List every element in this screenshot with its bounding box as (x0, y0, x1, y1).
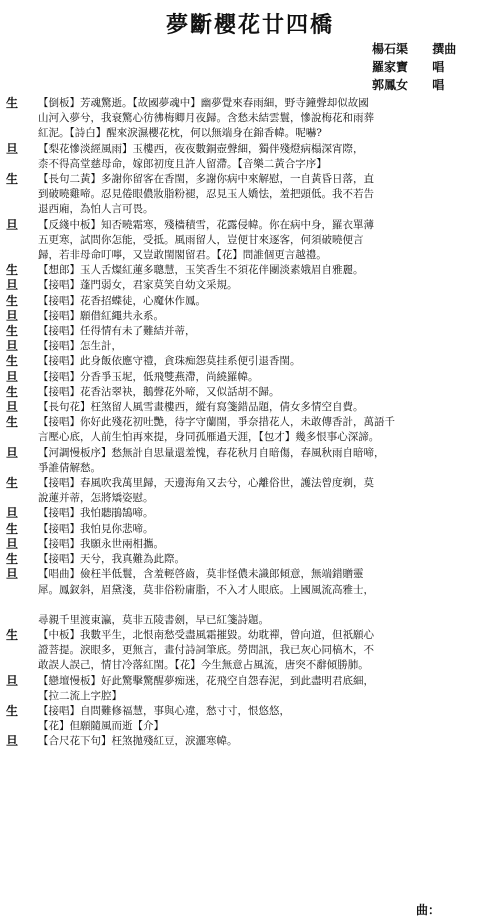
libretto-line (4, 506, 494, 521)
libretto-line (4, 157, 494, 172)
role-marker: 旦 (6, 734, 19, 749)
role-marker: 生 (6, 384, 19, 399)
line-text: 【反綫中板】知否曉霜寒，殘檣積雪，花露侵幃。你在病中身，羅衣單薄 (38, 218, 374, 231)
role-marker: 旦 (6, 506, 19, 521)
libretto-line (4, 522, 494, 537)
line-text: 【接唱】花香招蝶徒，心魔休作鳳。 (38, 294, 206, 307)
libretto-line (4, 476, 494, 491)
libretto-line (4, 309, 494, 324)
line-text: 言壓心底，人前生怕再來提，身同孤雁過天涯，【包才】幾多恨事心深諦。 (38, 431, 380, 444)
line-text: 【接唱】天兮，我真難為此際。 (38, 553, 185, 566)
line-text: 山河入夢兮，我衰驚心彷彿梅卿月夜歸。含愁未結雲鬟，慘說梅花和雨葬 (38, 112, 374, 125)
line-text: 【想郎】玉人舌燦紅蓮多聰慧，玉笑香生不須花伴團淡素娥眉自雅麗。 (38, 264, 364, 277)
libretto-line (4, 96, 494, 111)
libretto-body (4, 96, 494, 750)
role-marker: 生 (6, 96, 19, 110)
libretto-line (4, 202, 494, 217)
line-text: 【接唱】春風吹我萬里歸，天邊海角又去兮，心離俗世，護法曾度剃，莫 (38, 477, 374, 490)
role-marker: 生 (6, 627, 19, 642)
line-text: 【接唱】怎生計， (38, 340, 122, 353)
credit-row (372, 76, 492, 94)
libretto-line (4, 552, 494, 567)
line-text: 【戀壇慢板】好此驚擊驚醒夢痴迷，花飛空自怨春泥，到此盡明君底細， (38, 674, 374, 687)
libretto-line (4, 583, 494, 598)
footer-label: 曲： (415, 903, 440, 917)
libretto-line (4, 537, 494, 552)
libretto-line (4, 172, 494, 187)
line-text: 【接唱】蓬門弱女，君家莫笑自幼文采規。 (38, 279, 238, 292)
libretto-line (4, 187, 494, 202)
libretto-line (4, 233, 494, 248)
libretto-line (4, 446, 494, 461)
role-marker: 旦 (6, 339, 19, 354)
line-text: 敢誤人誤己，情甘冷落紅閨。【花】今生無意占風流，唐突不辭傾勝肺。 (38, 659, 369, 672)
libretto-line (4, 370, 494, 385)
role-marker: 旦 (6, 673, 19, 688)
role-marker: 生 (6, 324, 19, 339)
role-marker: 旦 (6, 567, 19, 582)
line-text: 到破曉雞啼。忍見倦眼儂妝脂粉褪，忍見玉人嬌怯，羞把頭低。我不若告 (38, 188, 374, 201)
line-text: 【接唱】你好此殘花初吐艷，待字守蘭閨，爭奈措花人，未敢傳香計，萬語千 (38, 416, 395, 429)
libretto-line (4, 263, 494, 278)
line-text: 【梨花慘淡經風雨】玉樓西，夜夜數銅壺聲細，獨伴殘燈病榻深宵際， (38, 142, 364, 155)
line-text: 退西廂，為怕人言可畏。 (38, 203, 154, 216)
line-text: 說蓮并蒂，怎將矯姿慰。 (38, 492, 154, 505)
libretto-line (4, 643, 494, 658)
credit-role: 唱 (432, 78, 445, 92)
libretto-line (4, 628, 494, 643)
credit-role: 撰曲 (432, 42, 457, 56)
credits-block (372, 40, 492, 94)
role-marker: 旦 (6, 308, 19, 323)
role-marker: 生 (6, 354, 19, 369)
line-text: 【接唱】自問難修福慧，事與心違，愁寸寸，恨悠悠， (38, 704, 290, 717)
line-text: 【拉二流上字腔】 (38, 689, 122, 702)
line-text: 【接唱】願借紅繩共永系。 (38, 309, 164, 322)
role-marker: 生 (6, 552, 19, 567)
credit-role: 唱 (432, 60, 445, 74)
libretto-line (4, 689, 494, 704)
role-marker: 生 (6, 263, 19, 278)
role-marker: 旦 (6, 278, 19, 293)
line-text: 爭誰倩解愁。 (38, 461, 101, 474)
libretto-line (4, 324, 494, 339)
line-text: 柰不得高堂慈母命，嫁郎初度且許人留滯。【音樂二黃合字序】 (38, 157, 327, 170)
libretto-line (4, 111, 494, 126)
libretto-line (4, 218, 494, 233)
role-marker: 生 (6, 415, 19, 430)
line-text: 【中板】我數平生，北恨南愁受盡風霜摧毀。幼耽禪，曾向道，但祇願心 (38, 628, 374, 641)
line-text: 【花】但願隨風而逝【介】 (38, 720, 164, 733)
libretto-line (4, 613, 494, 628)
role-marker: 生 (6, 476, 19, 491)
line-text: 【接唱】花香沾翠袂，鵝聲花外啼，又似話胡不歸。 (38, 385, 280, 398)
role-marker: 旦 (6, 445, 19, 460)
line-text: 五更寒，試問你怎能，受抵。風雨留人，豈便甘來逐客，何須破曉便言 (38, 233, 364, 246)
libretto-line (4, 430, 494, 445)
line-text: 歸，若非母命叮嚀，又豈敢閨閣留君。【花】問誰個更言越禮。 (38, 249, 327, 262)
line-text: 犀。鳳釵斜，眉黛淺，莫非俗粉庸脂，不入才人眼底。上國風流高雅士， (38, 583, 374, 596)
line-text: 紅泥。【詩白】醒來淚濕櫻花枕，何以無端身在錦香幃。呢嚇? (38, 127, 322, 140)
libretto-line (4, 704, 494, 719)
libretto-line (4, 294, 494, 309)
line-text: 【接唱】任得情有未了難結并蒂， (38, 325, 196, 338)
line-text: 證菩提。淚眼多，更無言，畫付詩詞筆底。勞問訊，我已灰心同槁木，不 (38, 644, 374, 657)
libretto-line (4, 461, 494, 476)
role-marker: 生 (6, 293, 19, 308)
line-text: 【接唱】分香爭玉坭，低飛雙燕滯，尚繞羅幃。 (38, 370, 259, 383)
role-marker: 生 (6, 703, 19, 718)
line-text: 【唱曲】儉枉半低鬟，含羞輕啓齒，莫非怪儂未識郎傾意，無端錯贈靈 (38, 568, 364, 581)
line-text: 【河調慢板序】愁無計自思量還羞愧，春花秋月自暗傷，春風秋雨自暗啼， (38, 446, 385, 459)
libretto-line (4, 719, 494, 734)
libretto-line (4, 415, 494, 430)
line-text: 【接唱】我怕聽鵑鵠啼。 (38, 507, 154, 520)
line-text: 【長句花】枉煞留人風雪畫樓西，縱有寫箋錯品題，倩女多情空自費。 (38, 401, 364, 414)
line-text: 【接唱】我願永世兩相攜。 (38, 537, 164, 550)
credit-row (372, 58, 492, 76)
libretto-line (4, 354, 494, 369)
line-text: 【倒板】芳魂驚逝。【故國夢魂中】幽夢覺來春雨細，野寺鐘聲却似故國 (38, 97, 369, 109)
role-marker: 旦 (6, 217, 19, 232)
credit-name: 楊石渠 (372, 42, 409, 56)
libretto-line (4, 126, 494, 141)
line-text: 【接唱】我怕見你悲啼。 (38, 522, 154, 535)
credit-name: 郭鳳女 (372, 78, 409, 92)
line-text: 尋親千里渡東瀛，莫非五陵書劍，早已紅箋詩題。 (38, 613, 269, 626)
page-title: 夢斷櫻花廿四橋 (165, 12, 334, 38)
libretto-line (4, 734, 494, 749)
credit-name: 羅家寶 (372, 60, 409, 74)
libretto-line (4, 339, 494, 354)
line-text: 【長句二黃】多謝你留客在香閨，多謝你病中來解慰，一自黃昏日落，直 (38, 173, 374, 186)
libretto-line (4, 385, 494, 400)
libretto-line (4, 400, 494, 415)
libretto-line (4, 567, 494, 582)
role-marker: 旦 (6, 369, 19, 384)
role-marker: 生 (6, 521, 19, 536)
libretto-line (4, 598, 494, 613)
libretto-line (4, 674, 494, 689)
role-marker: 旦 (6, 141, 19, 156)
role-marker: 生 (6, 172, 19, 187)
libretto-line (4, 278, 494, 293)
line-text: 【接唱】此身飯依應守禮，貪珠痴怨莫挂系便引退香閨。 (38, 355, 301, 368)
libretto-line (4, 248, 494, 263)
line-text: 【合尺花下句】枉煞拋殘紅豆，淚灑寒幃。 (38, 735, 238, 748)
credit-row (372, 40, 492, 58)
libretto-line (4, 491, 494, 506)
libretto-line (4, 142, 494, 157)
role-marker: 旦 (6, 400, 19, 415)
role-marker: 旦 (6, 536, 19, 551)
libretto-line (4, 658, 494, 673)
